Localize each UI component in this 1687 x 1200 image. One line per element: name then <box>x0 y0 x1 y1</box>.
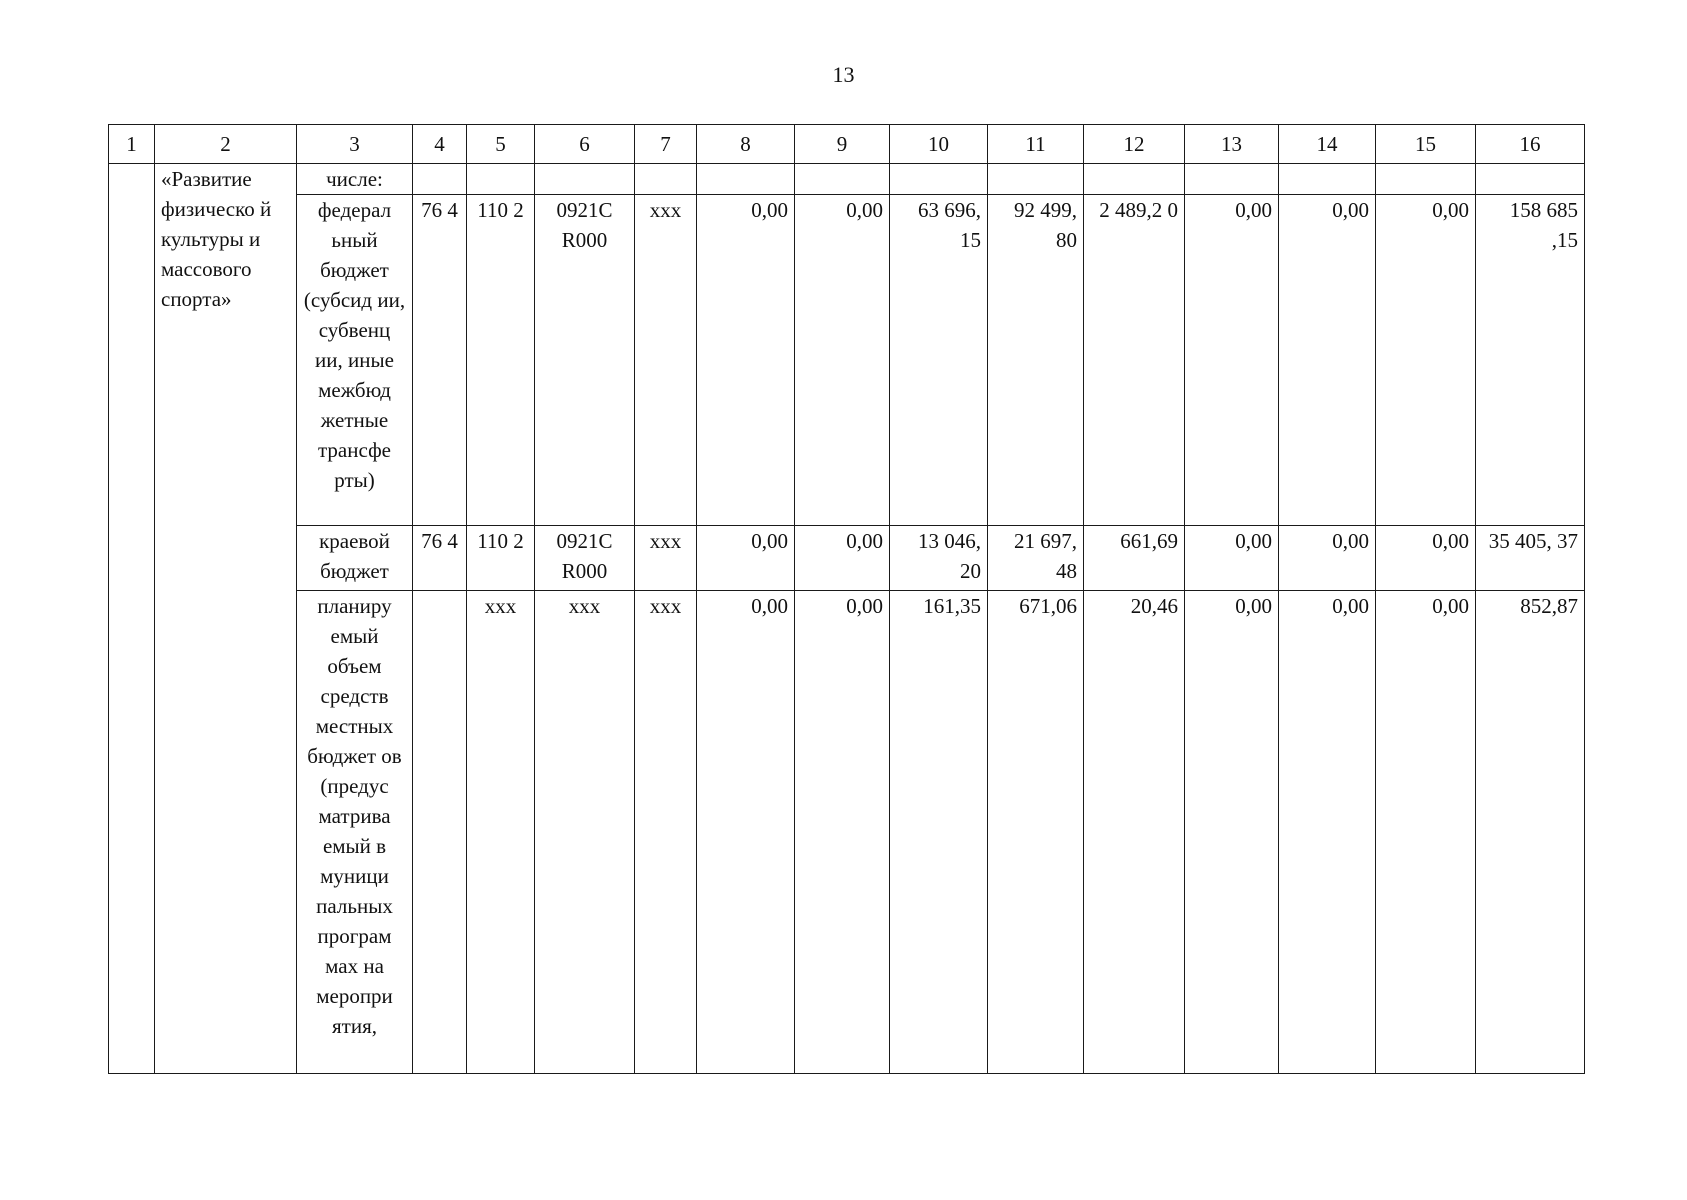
table-cell: 0,00 <box>1185 195 1279 526</box>
table-cell: xxx <box>635 526 697 591</box>
column-number-row <box>109 125 1585 164</box>
table-cell: xxx <box>467 591 535 1074</box>
table-cell: 76 4 <box>413 526 467 591</box>
lead-text: числе: <box>297 164 413 195</box>
page-number: 13 <box>832 62 855 87</box>
column-number: 9 <box>795 125 890 164</box>
row-number-cell <box>109 164 155 1074</box>
table-cell: 661,69 <box>1084 526 1185 591</box>
table-cell: 158 685 ,15 <box>1476 195 1585 526</box>
table-cell: 110 2 <box>467 195 535 526</box>
table-cell <box>635 164 697 195</box>
table-cell: 0921C R000 <box>535 526 635 591</box>
table-cell: 63 696, 15 <box>890 195 988 526</box>
table-cell: 852,87 <box>1476 591 1585 1074</box>
table-cell <box>1185 164 1279 195</box>
table-cell <box>1279 164 1376 195</box>
column-number: 15 <box>1376 125 1476 164</box>
table-cell <box>1084 164 1185 195</box>
funding-source-regional: краевой бюджет <box>297 526 413 591</box>
table-row <box>109 164 1585 195</box>
table-cell: 21 697, 48 <box>988 526 1084 591</box>
column-number: 1 <box>109 125 155 164</box>
table-cell: 0,00 <box>1279 526 1376 591</box>
column-number: 13 <box>1185 125 1279 164</box>
table-cell: 0,00 <box>1279 591 1376 1074</box>
column-number: 3 <box>297 125 413 164</box>
table-cell: 671,06 <box>988 591 1084 1074</box>
table-cell: xxx <box>635 591 697 1074</box>
table-cell <box>795 164 890 195</box>
table-cell: 110 2 <box>467 526 535 591</box>
funding-source-local: планиру емый объем средств местных бюджет ов (предус матрива емый в муници пальных програм мах на меропри ятия, <box>297 591 413 1074</box>
table-cell: 35 405, 37 <box>1476 526 1585 591</box>
table-cell: 92 499, 80 <box>988 195 1084 526</box>
table-cell <box>890 164 988 195</box>
program-name: «Развитие физическо й культуры и массового спорта» <box>155 164 297 1074</box>
table-cell: 0,00 <box>1376 195 1476 526</box>
table-cell <box>1476 164 1585 195</box>
column-number: 6 <box>535 125 635 164</box>
column-number: 11 <box>988 125 1084 164</box>
column-number: 12 <box>1084 125 1185 164</box>
table-cell: 13 046, 20 <box>890 526 988 591</box>
table-cell <box>697 164 795 195</box>
table-cell: 0,00 <box>795 591 890 1074</box>
funding-source-federal: федерал ьный бюджет (субсид ии, субвенц ии, иные межбюд жетные трансфе рты) <box>297 195 413 526</box>
column-number: 7 <box>635 125 697 164</box>
table-cell: 0,00 <box>1376 591 1476 1074</box>
table-cell: 0,00 <box>1185 526 1279 591</box>
table-cell: 0,00 <box>697 591 795 1074</box>
table-cell <box>413 164 467 195</box>
column-number: 4 <box>413 125 467 164</box>
table-cell <box>467 164 535 195</box>
table-cell: 0,00 <box>697 526 795 591</box>
table-cell: xxx <box>635 195 697 526</box>
table-cell <box>988 164 1084 195</box>
table-cell: 0,00 <box>697 195 795 526</box>
column-number: 14 <box>1279 125 1376 164</box>
table-cell: 0921C R000 <box>535 195 635 526</box>
column-number: 5 <box>467 125 535 164</box>
table-cell: 20,46 <box>1084 591 1185 1074</box>
table-cell: 76 4 <box>413 195 467 526</box>
table-cell: 161,35 <box>890 591 988 1074</box>
table-row <box>109 195 1585 526</box>
column-number: 2 <box>155 125 297 164</box>
table-cell: 0,00 <box>1376 526 1476 591</box>
column-number: 8 <box>697 125 795 164</box>
table-row <box>109 526 1585 591</box>
table-cell <box>535 164 635 195</box>
table-cell: xxx <box>535 591 635 1074</box>
table-cell: 0,00 <box>795 195 890 526</box>
table-cell: 0,00 <box>795 526 890 591</box>
column-number: 16 <box>1476 125 1585 164</box>
column-number: 10 <box>890 125 988 164</box>
table-cell: 0,00 <box>1279 195 1376 526</box>
table-cell: 0,00 <box>1185 591 1279 1074</box>
table-cell <box>413 591 467 1074</box>
table-cell: 2 489,2 0 <box>1084 195 1185 526</box>
budget-table <box>108 124 1585 1074</box>
table-row <box>109 591 1585 1074</box>
table-cell <box>1376 164 1476 195</box>
